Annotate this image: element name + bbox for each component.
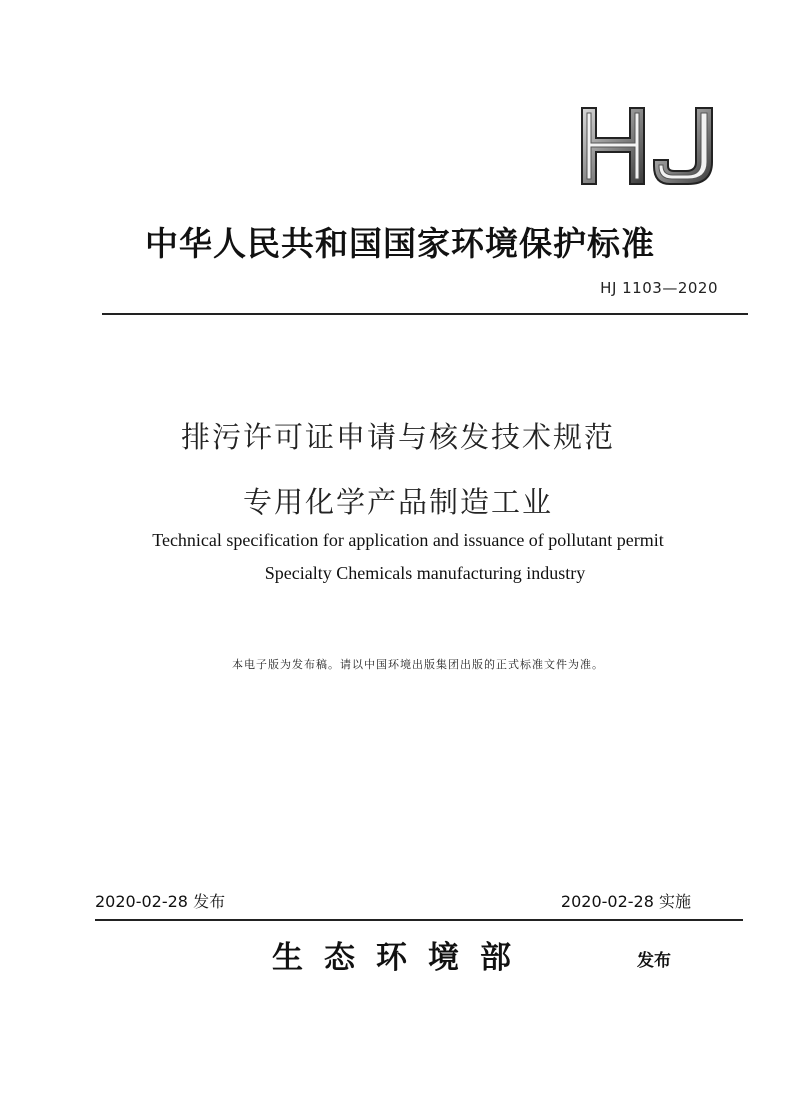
hj-logo-mark: [578, 104, 718, 188]
hj-logo: [578, 104, 718, 188]
implementation-date: 2020-02-28 实施: [560, 892, 691, 911]
standard-number: HJ 1103—2020: [600, 279, 718, 297]
electronic-version-notice: 本电子版为发布稿。请以中国环境出版集团出版的正式标准文件为准。: [232, 658, 604, 671]
issue-label: 发布: [637, 951, 671, 971]
national-standard-heading: 中华人民共和国国家环境保护标准: [145, 224, 655, 263]
title-cn-line2: 专用化学产品制造工业: [242, 485, 553, 519]
issuing-authority: 生态环境部: [272, 940, 532, 976]
issue-date: 2020-02-28 发布: [95, 892, 226, 911]
title-en-line2: Specialty Chemicals manufacturing industry: [264, 563, 586, 583]
title-en-line1: Technical specification for application and issuance of pollutant permit: [152, 530, 664, 550]
bottom-divider: [95, 919, 743, 921]
top-divider: [102, 313, 748, 315]
title-cn-line1: 排污许可证申请与核发技术规范: [180, 420, 615, 454]
